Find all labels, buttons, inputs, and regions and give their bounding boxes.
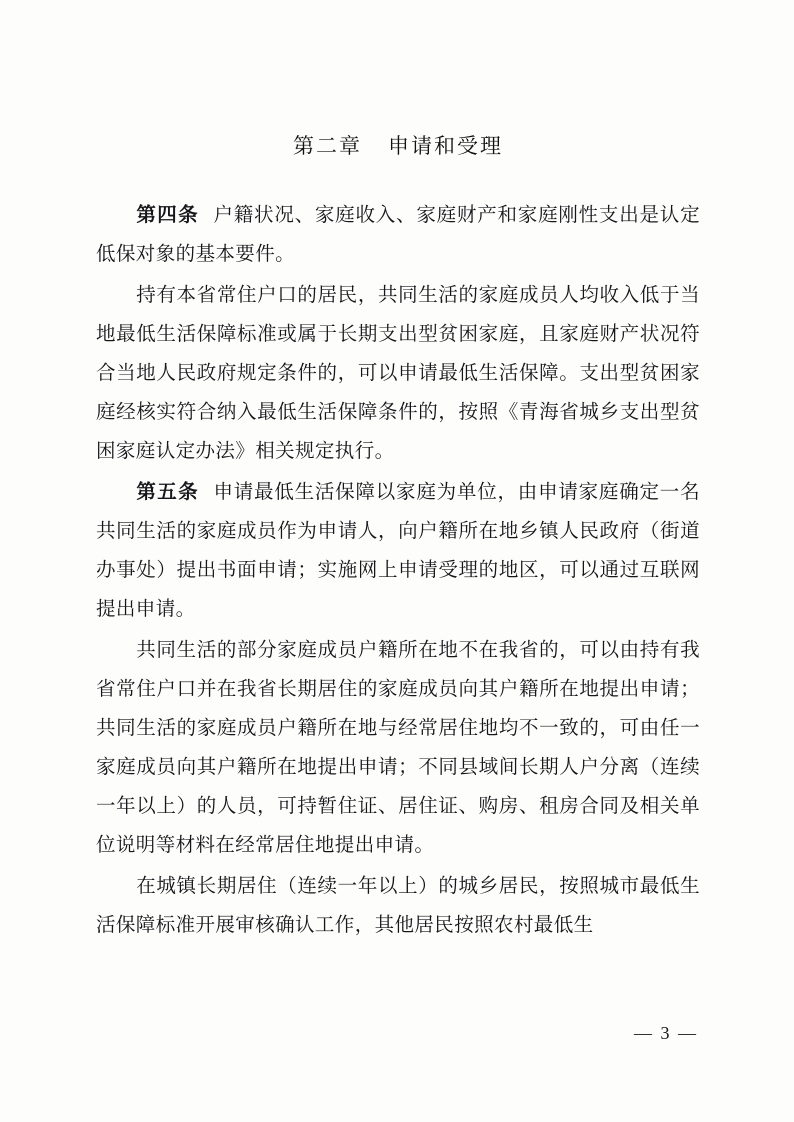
paragraph-body-3 <box>96 867 700 945</box>
document-body <box>96 130 700 947</box>
paragraph-article-5 <box>96 473 700 629</box>
chapter-title-text: 申请和受理 <box>388 134 503 158</box>
paragraph-text: 户籍状况、家庭收入、家庭财产和家庭刚性支出是认定低保对象的基本要件。 <box>96 205 700 265</box>
page-number: — 3 — <box>634 1023 698 1043</box>
chapter-heading <box>96 130 700 160</box>
paragraph-body-2 <box>96 631 700 865</box>
paragraph-text: 共同生活的部分家庭成员户籍所在地不在我省的，可以由持有我省常住户口并在我省长期居住的家庭成员向其户籍所在地提出申请；共同生活的家庭成员户籍所在地与经常居住地均不一致的，可由任一家庭成员向其户籍所在地提出申请；不同县域间长期人户分离（连续一年以上）的人员，可持暂住证、居住证、购房、租房合同及相关单位说明等材料在经常居住地提出申请。 <box>96 640 700 856</box>
paragraph-text: 在城镇长期居住（连续一年以上）的城乡居民，按照城市最低生活保障标准开展审核确认工作，其他居民按照农村最低生 <box>96 876 700 936</box>
paragraph-article-4 <box>96 196 700 274</box>
article-label: 第五条 <box>136 482 200 503</box>
paragraph-body-1 <box>96 276 700 471</box>
article-label: 第四条 <box>136 205 200 226</box>
paragraph-text: 申请最低生活保障以家庭为单位，由申请家庭确定一名共同生活的家庭成员作为申请人，向户籍所在地乡镇人民政府（街道办事处）提出书面申请；实施网上申请受理的地区，可以通过互联网提出申请。 <box>96 482 700 620</box>
chapter-number: 第二章 <box>293 134 362 158</box>
paragraph-text: 持有本省常住户口的居民，共同生活的家庭成员人均收入低于当地最低生活保障标准或属于长期支出型贫困家庭，且家庭财产状况符合当地人民政府规定条件的，可以申请最低生活保障。支出型贫困家庭经核实符合纳入最低生活保障条件的，按照《青海省城乡支出型贫困家庭认定办法》相关规定执行。 <box>96 285 700 462</box>
